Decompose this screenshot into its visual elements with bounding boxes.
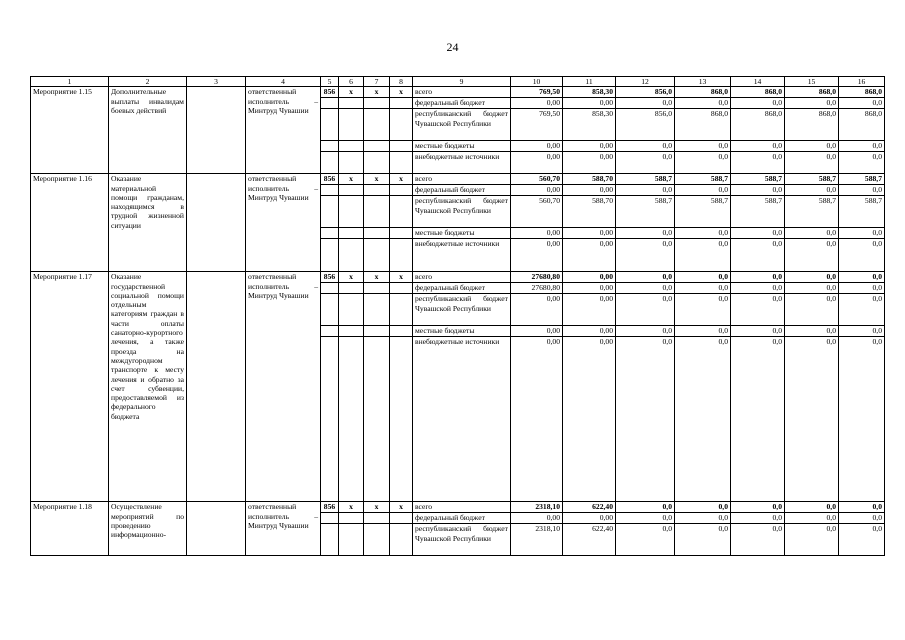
amount-cell: 0,0 xyxy=(839,524,885,556)
amount-cell: 0,0 xyxy=(839,294,885,326)
code-empty-cell xyxy=(390,337,413,502)
code-empty-cell xyxy=(321,228,339,239)
column-number: 16 xyxy=(839,77,885,87)
amount-cell: 0,0 xyxy=(839,337,885,502)
column-number: 11 xyxy=(563,77,616,87)
amount-cell: 0,00 xyxy=(563,294,616,326)
budget-code: 856 xyxy=(321,502,339,513)
code-empty-cell xyxy=(364,524,390,556)
column-number: 2 xyxy=(109,77,187,87)
code-empty-cell xyxy=(339,294,364,326)
code-empty-cell xyxy=(364,294,390,326)
column-number: 3 xyxy=(187,77,246,87)
amount-cell: 0,0 xyxy=(839,502,885,513)
code-empty-cell xyxy=(321,239,339,272)
amount-cell: 0,0 xyxy=(616,294,675,326)
amount-cell: 0,0 xyxy=(839,239,885,272)
amount-cell: 0,00 xyxy=(563,228,616,239)
code-empty-cell xyxy=(364,109,390,141)
code-empty-cell xyxy=(321,109,339,141)
funding-source: внебюджетные источники xyxy=(413,337,511,502)
amount-cell: 0,0 xyxy=(731,337,785,502)
amount-cell: 0,0 xyxy=(785,141,839,152)
amount-cell: 0,0 xyxy=(839,185,885,196)
amount-cell: 0,00 xyxy=(511,185,563,196)
amount-cell: 0,00 xyxy=(563,337,616,502)
code-x-marker: x xyxy=(364,502,390,513)
amount-cell: 588,7 xyxy=(675,174,731,185)
code-x-marker: x xyxy=(364,87,390,98)
amount-cell: 588,7 xyxy=(731,174,785,185)
amount-cell: 0,0 xyxy=(675,283,731,294)
amount-cell: 0,0 xyxy=(675,228,731,239)
activity-name: Осуществление мероприятий по проведению информационно- xyxy=(109,502,187,556)
amount-cell: 0,00 xyxy=(563,141,616,152)
column-number: 13 xyxy=(675,77,731,87)
amount-cell: 868,0 xyxy=(785,109,839,141)
amount-cell: 622,40 xyxy=(563,502,616,513)
amount-cell: 0,0 xyxy=(839,228,885,239)
amount-cell: 0,00 xyxy=(563,98,616,109)
code-empty-cell xyxy=(390,109,413,141)
funding-source: всего xyxy=(413,87,511,98)
activity-empty-cell xyxy=(187,87,246,174)
page-number: 24 xyxy=(446,40,459,54)
amount-cell: 0,0 xyxy=(616,326,675,337)
budget-table xyxy=(30,76,885,556)
amount-cell: 0,00 xyxy=(563,239,616,272)
code-empty-cell xyxy=(339,141,364,152)
code-empty-cell xyxy=(321,141,339,152)
code-empty-cell xyxy=(390,513,413,524)
code-empty-cell xyxy=(364,141,390,152)
amount-cell: 622,40 xyxy=(563,524,616,556)
amount-cell: 0,0 xyxy=(731,228,785,239)
amount-cell: 588,7 xyxy=(675,196,731,228)
code-x-marker: x xyxy=(364,272,390,283)
amount-cell: 856,0 xyxy=(616,87,675,98)
code-empty-cell xyxy=(339,524,364,556)
budget-code: 856 xyxy=(321,272,339,283)
column-number-row xyxy=(31,77,885,87)
code-empty-cell xyxy=(390,283,413,294)
code-empty-cell xyxy=(321,294,339,326)
amount-cell: 0,0 xyxy=(785,337,839,502)
activity-name: Оказание материальной помощи гражданам, находящимся в трудной жизненной ситуации xyxy=(109,174,187,272)
code-empty-cell xyxy=(339,152,364,174)
amount-cell: 0,00 xyxy=(511,141,563,152)
column-number: 14 xyxy=(731,77,785,87)
amount-cell: 769,50 xyxy=(511,87,563,98)
activity-empty-cell xyxy=(187,502,246,556)
code-empty-cell xyxy=(364,152,390,174)
activity-executor: ответственный исполнитель – Минтруд Чувашии xyxy=(246,174,321,272)
activity-id: Мероприятие 1.18 xyxy=(31,502,109,556)
activity-empty-cell xyxy=(187,174,246,272)
activity-executor: ответственный исполнитель – Минтруд Чувашии xyxy=(246,502,321,556)
table-row xyxy=(31,272,885,283)
code-x-marker: x xyxy=(364,174,390,185)
code-empty-cell xyxy=(321,185,339,196)
funding-source: республиканский бюджет Чувашской Республики xyxy=(413,294,511,326)
funding-source: внебюджетные источники xyxy=(413,152,511,174)
amount-cell: 588,70 xyxy=(563,196,616,228)
amount-cell: 0,0 xyxy=(675,294,731,326)
activity-executor: ответственный исполнитель – Минтруд Чувашии xyxy=(246,87,321,174)
column-number: 6 xyxy=(339,77,364,87)
amount-cell: 588,70 xyxy=(563,174,616,185)
amount-cell: 0,0 xyxy=(785,513,839,524)
budget-code: 856 xyxy=(321,174,339,185)
table-row xyxy=(31,502,885,513)
amount-cell: 0,00 xyxy=(563,326,616,337)
code-x-marker: x xyxy=(390,87,413,98)
code-x-marker: x xyxy=(390,174,413,185)
amount-cell: 0,0 xyxy=(675,326,731,337)
amount-cell: 0,0 xyxy=(675,185,731,196)
code-empty-cell xyxy=(364,337,390,502)
amount-cell: 0,00 xyxy=(511,98,563,109)
activity-name: Оказание государственной социальной помощи отдельным категориям граждан в части оплаты санаторно-курортного лечения, а также проезда на междугородном транспорте к месту лечения и обратно за счет субвенции, предоставляемой из федерального бюджета xyxy=(109,272,187,502)
amount-cell: 0,00 xyxy=(511,513,563,524)
code-empty-cell xyxy=(339,337,364,502)
amount-cell: 588,7 xyxy=(839,174,885,185)
amount-cell: 0,0 xyxy=(731,524,785,556)
amount-cell: 0,0 xyxy=(616,283,675,294)
funding-source: республиканский бюджет Чувашской Республики xyxy=(413,196,511,228)
code-x-marker: x xyxy=(339,174,364,185)
amount-cell: 560,70 xyxy=(511,174,563,185)
amount-cell: 0,0 xyxy=(616,337,675,502)
amount-cell: 27680,80 xyxy=(511,272,563,283)
amount-cell: 0,0 xyxy=(731,185,785,196)
amount-cell: 0,0 xyxy=(785,272,839,283)
code-x-marker: x xyxy=(390,502,413,513)
code-empty-cell xyxy=(364,185,390,196)
funding-source: республиканский бюджет Чувашской Республики xyxy=(413,524,511,556)
amount-cell: 0,0 xyxy=(785,98,839,109)
amount-cell: 560,70 xyxy=(511,196,563,228)
amount-cell: 858,30 xyxy=(563,87,616,98)
code-empty-cell xyxy=(321,98,339,109)
amount-cell: 588,7 xyxy=(616,196,675,228)
amount-cell: 0,0 xyxy=(839,152,885,174)
amount-cell: 0,0 xyxy=(616,185,675,196)
column-number: 9 xyxy=(413,77,511,87)
amount-cell: 0,0 xyxy=(616,513,675,524)
code-empty-cell xyxy=(321,326,339,337)
amount-cell: 2318,10 xyxy=(511,502,563,513)
code-empty-cell xyxy=(339,283,364,294)
funding-source: всего xyxy=(413,272,511,283)
amount-cell: 0,0 xyxy=(839,283,885,294)
amount-cell: 0,0 xyxy=(616,141,675,152)
code-empty-cell xyxy=(339,513,364,524)
amount-cell: 0,0 xyxy=(785,294,839,326)
amount-cell: 0,0 xyxy=(731,502,785,513)
column-number: 8 xyxy=(390,77,413,87)
amount-cell: 0,0 xyxy=(616,272,675,283)
funding-source: федеральный бюджет xyxy=(413,185,511,196)
amount-cell: 868,0 xyxy=(839,109,885,141)
amount-cell: 868,0 xyxy=(839,87,885,98)
amount-cell: 0,0 xyxy=(785,283,839,294)
code-x-marker: x xyxy=(339,502,364,513)
amount-cell: 0,0 xyxy=(675,272,731,283)
amount-cell: 0,00 xyxy=(563,272,616,283)
code-empty-cell xyxy=(321,196,339,228)
amount-cell: 0,0 xyxy=(675,513,731,524)
code-empty-cell xyxy=(339,98,364,109)
amount-cell: 0,0 xyxy=(675,98,731,109)
amount-cell: 0,00 xyxy=(511,294,563,326)
amount-cell: 0,0 xyxy=(839,141,885,152)
code-empty-cell xyxy=(339,228,364,239)
code-empty-cell xyxy=(364,239,390,272)
amount-cell: 0,0 xyxy=(731,272,785,283)
code-empty-cell xyxy=(321,152,339,174)
column-number: 4 xyxy=(246,77,321,87)
code-empty-cell xyxy=(364,196,390,228)
funding-source: всего xyxy=(413,502,511,513)
amount-cell: 0,0 xyxy=(785,185,839,196)
amount-cell: 0,0 xyxy=(839,98,885,109)
amount-cell: 588,7 xyxy=(731,196,785,228)
activity-name: Дополнительные выплаты инвалидам боевых действий xyxy=(109,87,187,174)
amount-cell: 0,0 xyxy=(616,98,675,109)
amount-cell: 0,0 xyxy=(675,152,731,174)
column-number: 7 xyxy=(364,77,390,87)
amount-cell: 0,00 xyxy=(563,185,616,196)
code-empty-cell xyxy=(390,196,413,228)
amount-cell: 868,0 xyxy=(731,109,785,141)
amount-cell: 0,00 xyxy=(511,337,563,502)
code-empty-cell xyxy=(321,524,339,556)
amount-cell: 858,30 xyxy=(563,109,616,141)
code-x-marker: x xyxy=(339,87,364,98)
amount-cell: 868,0 xyxy=(731,87,785,98)
code-empty-cell xyxy=(390,524,413,556)
funding-source: федеральный бюджет xyxy=(413,98,511,109)
column-number: 1 xyxy=(31,77,109,87)
code-empty-cell xyxy=(339,326,364,337)
amount-cell: 0,0 xyxy=(675,502,731,513)
table-body xyxy=(31,77,885,556)
activity-executor: ответственный исполнитель – Минтруд Чувашии xyxy=(246,272,321,502)
amount-cell: 769,50 xyxy=(511,109,563,141)
amount-cell: 868,0 xyxy=(785,87,839,98)
code-empty-cell xyxy=(390,98,413,109)
amount-cell: 0,0 xyxy=(675,239,731,272)
code-empty-cell xyxy=(364,326,390,337)
amount-cell: 0,00 xyxy=(511,326,563,337)
amount-cell: 0,00 xyxy=(511,152,563,174)
column-number: 15 xyxy=(785,77,839,87)
amount-cell: 0,0 xyxy=(731,141,785,152)
amount-cell: 0,0 xyxy=(731,513,785,524)
code-empty-cell xyxy=(364,513,390,524)
amount-cell: 0,0 xyxy=(785,502,839,513)
amount-cell: 0,0 xyxy=(785,239,839,272)
code-empty-cell xyxy=(390,141,413,152)
amount-cell: 0,0 xyxy=(839,326,885,337)
activity-empty-cell xyxy=(187,272,246,502)
amount-cell: 0,0 xyxy=(839,513,885,524)
column-number: 12 xyxy=(616,77,675,87)
code-empty-cell xyxy=(390,185,413,196)
column-number: 5 xyxy=(321,77,339,87)
amount-cell: 0,0 xyxy=(616,524,675,556)
code-empty-cell xyxy=(339,185,364,196)
funding-source: федеральный бюджет xyxy=(413,513,511,524)
code-empty-cell xyxy=(390,326,413,337)
amount-cell: 0,0 xyxy=(731,283,785,294)
budget-code: 856 xyxy=(321,87,339,98)
code-empty-cell xyxy=(364,98,390,109)
activity-id: Мероприятие 1.16 xyxy=(31,174,109,272)
table-row xyxy=(31,174,885,185)
table-row xyxy=(31,87,885,98)
amount-cell: 0,0 xyxy=(675,141,731,152)
amount-cell: 0,0 xyxy=(731,98,785,109)
activity-id: Мероприятие 1.17 xyxy=(31,272,109,502)
amount-cell: 0,0 xyxy=(675,337,731,502)
amount-cell: 0,00 xyxy=(511,239,563,272)
funding-source: республиканский бюджет Чувашской Республики xyxy=(413,109,511,141)
code-empty-cell xyxy=(390,152,413,174)
activity-id: Мероприятие 1.15 xyxy=(31,87,109,174)
amount-cell: 0,0 xyxy=(731,294,785,326)
amount-cell: 27680,80 xyxy=(511,283,563,294)
amount-cell: 868,0 xyxy=(675,87,731,98)
amount-cell: 2318,10 xyxy=(511,524,563,556)
funding-source: всего xyxy=(413,174,511,185)
amount-cell: 0,00 xyxy=(563,283,616,294)
amount-cell: 0,0 xyxy=(839,272,885,283)
amount-cell: 0,0 xyxy=(616,152,675,174)
amount-cell: 0,0 xyxy=(785,228,839,239)
funding-source: местные бюджеты xyxy=(413,228,511,239)
amount-cell: 588,7 xyxy=(785,196,839,228)
amount-cell: 0,00 xyxy=(563,513,616,524)
code-empty-cell xyxy=(321,337,339,502)
code-empty-cell xyxy=(364,228,390,239)
funding-source: местные бюджеты xyxy=(413,141,511,152)
amount-cell: 0,0 xyxy=(785,326,839,337)
amount-cell: 0,0 xyxy=(731,239,785,272)
code-empty-cell xyxy=(339,196,364,228)
amount-cell: 0,0 xyxy=(731,152,785,174)
amount-cell: 0,00 xyxy=(563,152,616,174)
amount-cell: 0,00 xyxy=(511,228,563,239)
amount-cell: 856,0 xyxy=(616,109,675,141)
code-empty-cell xyxy=(339,109,364,141)
amount-cell: 588,7 xyxy=(785,174,839,185)
funding-source: федеральный бюджет xyxy=(413,283,511,294)
amount-cell: 588,7 xyxy=(839,196,885,228)
amount-cell: 588,7 xyxy=(616,174,675,185)
column-number: 10 xyxy=(511,77,563,87)
amount-cell: 0,0 xyxy=(616,239,675,272)
code-x-marker: x xyxy=(390,272,413,283)
amount-cell: 0,0 xyxy=(785,524,839,556)
amount-cell: 868,0 xyxy=(675,109,731,141)
amount-cell: 0,0 xyxy=(675,524,731,556)
code-empty-cell xyxy=(339,239,364,272)
amount-cell: 0,0 xyxy=(731,326,785,337)
code-x-marker: x xyxy=(339,272,364,283)
code-empty-cell xyxy=(321,283,339,294)
amount-cell: 0,0 xyxy=(616,228,675,239)
code-empty-cell xyxy=(321,513,339,524)
code-empty-cell xyxy=(390,239,413,272)
funding-source: внебюджетные источники xyxy=(413,239,511,272)
code-empty-cell xyxy=(364,283,390,294)
code-empty-cell xyxy=(390,294,413,326)
funding-source: местные бюджеты xyxy=(413,326,511,337)
code-empty-cell xyxy=(390,228,413,239)
amount-cell: 0,0 xyxy=(785,152,839,174)
amount-cell: 0,0 xyxy=(616,502,675,513)
